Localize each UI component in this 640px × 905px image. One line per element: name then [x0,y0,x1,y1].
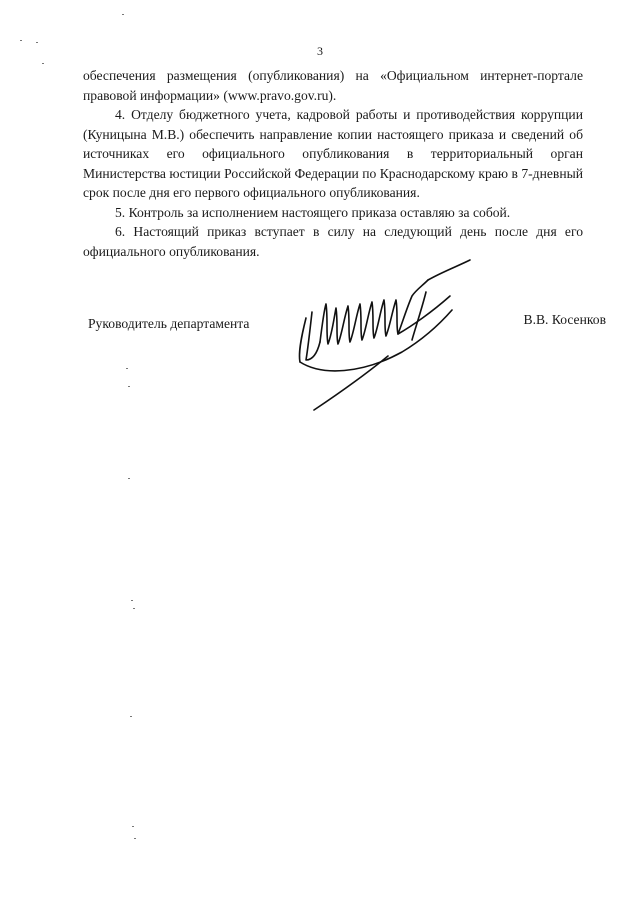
page-number: 3 [317,44,323,58]
signatory-name: В.В. Косенков [523,312,606,327]
signatory-title: Руководитель департамента [88,316,250,331]
handwritten-signature [292,256,502,416]
paragraph-item-5: 5. Контроль за исполнением настоящего приказа оставляю за собой. [115,204,511,220]
paragraph-item-6: 6. Настоящий приказ вступает в силу на следующий день после дня его официального опубликования. [83,224,583,259]
document-body [83,66,583,261]
paragraph-item-4: 4. Отделу бюджетного учета, кадровой работы и противодействия коррупции (Куницына М.В.) обеспечить направление копии настоящего приказа и сведений об источниках его официального опубликования в территориальный орган Министерства юстиции Российской Федерации по Краснодарскому краю в 7-дневный срок после дня его первого официального опубликования. [83,107,583,200]
paragraph-continuation: обеспечения размещения (опубликования) на «Официальном интернет-портале правовой информации» (www.pravo.gov.ru). [83,68,583,103]
